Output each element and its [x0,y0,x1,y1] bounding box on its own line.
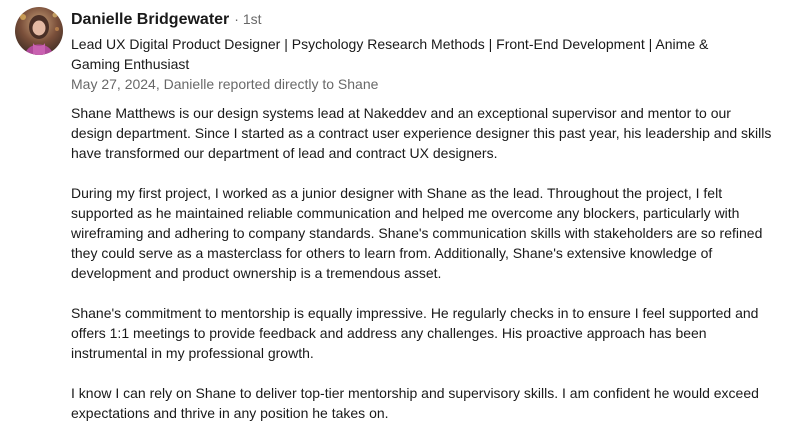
avatar-photo-icon [15,7,63,55]
recommendation-paragraph: During my first project, I worked as a junior designer with Shane as the lead. Throughout the project, I felt supported as he maintained reliable communication and helped me overcome any blockers, particularly with wireframing and adhering to company standards. Shane's communication skills with stakeholders are so refined they could serve as a masterclass for others to learn from. Additionally, Shane's extensive knowledge of development and product ownership is a tremendous asset. [71,185,763,281]
connection-degree: · 1st [234,11,262,27]
author-name[interactable]: Danielle Bridgewater [71,11,230,28]
recommendation-paragraph: Shane's commitment to mentorship is equally impressive. He regularly checks in to ensure I feel supported and offers 1:1 meetings to provide feedback and address any challenges. His proactive approach has been instrumental in my professional growth. [71,305,759,361]
recommendation-paragraph: I know I can rely on Shane to deliver top-tier mentorship and supervisory skills. I am confident he would exceed expectations and thrive in any position he takes on. [71,385,759,421]
recommendation-text [71,103,776,443]
author-headline: Lead UX Digital Product Designer | Psychology Research Methods | Front-End Development | Anime & Gaming Enthusiast [71,36,709,72]
name-row [71,9,771,30]
recommendation-paragraph: Shane Matthews is our design systems lead at Nakeddev and an exceptional supervisor and mentor to our design department. Since I started as a contract user experience designer this past year, his leadership and skills have transformed our department of lead and contract UX designers. [71,105,772,161]
author-avatar[interactable] [15,7,63,55]
author-header [71,9,771,94]
recommendation-meta: May 27, 2024, Danielle reported directly to Shane [71,76,379,92]
